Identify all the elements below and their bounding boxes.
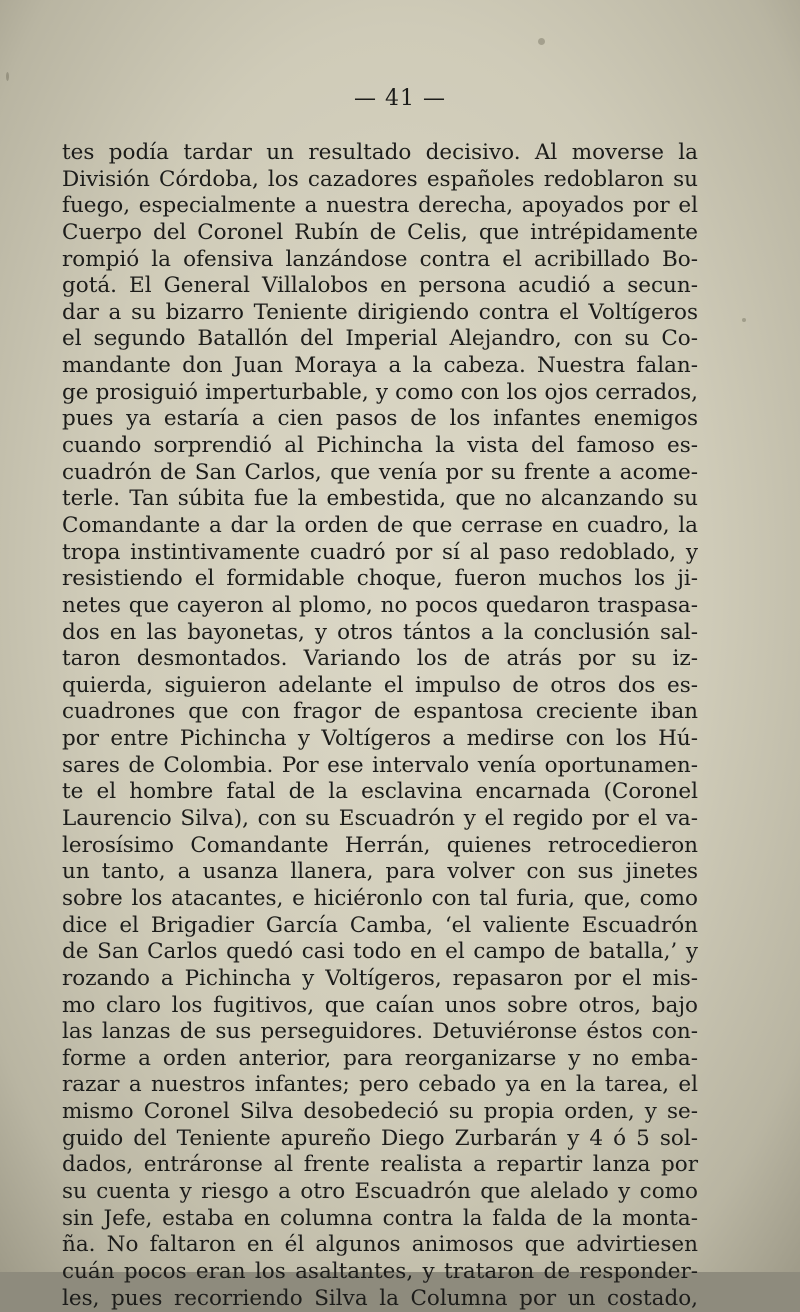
text-line: dados, entráronse al frente realista a repartir lanza por — [62, 1152, 698, 1178]
text-line: cuadrón de San Carlos, que venía por su frente a acome- — [62, 459, 698, 485]
text-line: gotá. El General Villalobos en persona acudió a secun- — [62, 273, 698, 299]
text-line: netes que cayeron al plomo, no pocos quedaron traspasa- — [62, 592, 698, 618]
page-number: — 41 — — [354, 86, 446, 111]
text-line: ge prosiguió imperturbable, y como con los ojos cerrados, — [62, 379, 698, 405]
text-line: cuadrones que con fragor de espantosa creciente iban — [62, 699, 698, 725]
ink-spot — [742, 318, 746, 322]
text-line: las lanzas de sus perseguidores. Detuviéronse éstos con- — [62, 1019, 698, 1045]
ink-spot — [538, 38, 545, 45]
text-line: mo claro los fugitivos, que caían unos sobre otros, bajo — [62, 992, 698, 1018]
text-line: de San Carlos quedó casi todo en el campo de batalla,’ y — [62, 939, 698, 965]
text-line: División Córdoba, los cazadores españoles redoblaron su — [62, 166, 698, 192]
text-line: guido del Teniente apureño Diego Zurbarán y 4 ó 5 sol- — [62, 1125, 698, 1151]
text-line: por entre Pichincha y Voltígeros a medirse con los Hú- — [62, 726, 698, 752]
text-line: mandante don Juan Moraya a la cabeza. Nuestra falan- — [62, 353, 698, 379]
text-line: quierda, siguieron adelante el impulso de otros dos es- — [62, 672, 698, 698]
text-line: cuán pocos eran los asaltantes, y trataron de responder- — [62, 1258, 698, 1284]
text-line: fuego, especialmente a nuestra derecha, apoyados por el — [62, 193, 698, 219]
text-line: terle. Tan súbita fue la embestida, que no alcanzando su — [62, 486, 698, 512]
text-line: mismo Coronel Silva desobedeció su propia orden, y se- — [62, 1099, 698, 1125]
text-line: dice el Brigadier García Camba, ‘el valiente Escuadrón — [62, 912, 698, 938]
text-line: pues ya estaría a cien pasos de los infantes enemigos — [62, 406, 698, 432]
text-line: rompió la ofensiva lanzándose contra el acribillado Bo- — [62, 246, 698, 272]
text-line: un tanto, a usanza llanera, para volver con sus jinetes — [62, 859, 698, 885]
body-text — [62, 140, 698, 1312]
text-line: dos en las bayonetas, y otros tántos a la conclusión sal- — [62, 619, 698, 645]
text-line: lerosísimo Comandante Herrán, quienes retrocedieron — [62, 832, 698, 858]
text-line: taron desmontados. Variando los de atrás por su iz- — [62, 646, 698, 672]
text-line: Cuerpo del Coronel Rubín de Celis, que intrépidamente — [62, 219, 698, 245]
text-line: Laurencio Silva), con su Escuadrón y el regido por el va- — [62, 806, 698, 832]
text-line: razar a nuestros infantes; pero cebado ya en la tarea, el — [62, 1072, 698, 1098]
text-line: tes podía tardar un resultado decisivo. Al moverse la — [62, 140, 698, 165]
text-line: les, pues recorriendo Silva la Columna por un costado, — [62, 1285, 698, 1311]
text-line: ña. No faltaron en él algunos animosos que advirtiesen — [62, 1232, 698, 1258]
text-line: sobre los atacantes, e hiciéronlo con tal furia, que, como — [62, 885, 698, 911]
text-line: el segundo Batallón del Imperial Alejandro, con su Co- — [62, 326, 698, 352]
text-line: cuando sorprendió al Pichincha la vista del famoso es- — [62, 433, 698, 459]
text-line: sin Jefe, estaba en columna contra la falda de la monta- — [62, 1205, 698, 1231]
text-line: su cuenta y riesgo a otro Escuadrón que alelado y como — [62, 1178, 698, 1204]
text-line: te el hombre fatal de la esclavina encarnada (Coronel — [62, 779, 698, 805]
ink-spot — [6, 72, 9, 81]
text-line: sares de Colombia. Por ese intervalo venía oportunamen- — [62, 752, 698, 778]
text-line: resistiendo el formidable choque, fueron muchos los ji- — [62, 566, 698, 592]
text-line: dar a su bizarro Teniente dirigiendo contra el Voltígeros — [62, 299, 698, 325]
text-line: forme a orden anterior, para reorganizarse y no emba- — [62, 1045, 698, 1071]
text-line: tropa instintivamente cuadró por sí al paso redoblado, y — [62, 539, 698, 565]
text-line: Comandante a dar la orden de que cerrase en cuadro, la — [62, 512, 698, 538]
text-line: rozando a Pichincha y Voltígeros, repasaron por el mis- — [62, 965, 698, 991]
